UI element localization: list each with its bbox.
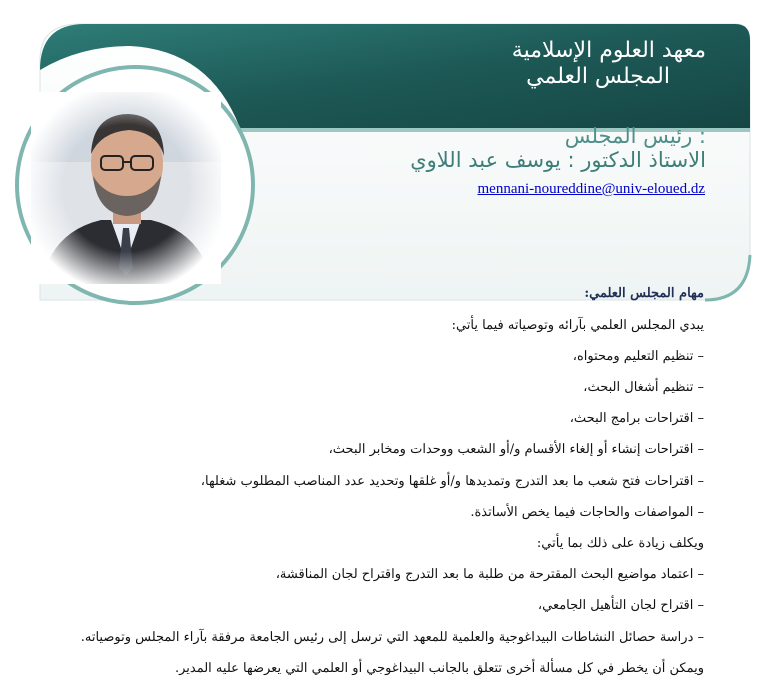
president-name: الاستاذ الدكتور : يوسف عبد اللاوي (410, 148, 706, 172)
task-line: – تنظيم أشغال البحث، (583, 380, 704, 395)
council-title: المجلس العلمي (526, 64, 670, 89)
task-line: – اقتراح لجان التأهيل الجامعي، (537, 598, 704, 613)
president-photo (31, 92, 221, 284)
task-line: – المواصفات والحاجات فيما يخص الأساتذة. (470, 505, 704, 520)
president-email-link[interactable]: mennani-noureddine@univ-eloued.dz (477, 181, 705, 197)
task-line: ويمكن أن يخطر في كل مسألة أخرى تتعلق بالجانب البيداغوجي أو العلمي التي يعرضها عليه المدير. (174, 661, 704, 676)
task-line: – دراسة حصائل النشاطات البيداغوجية والعلمية للمعهد التي ترسل إلى رئيس الجامعة مرفقة بآراء المجلس وتوصياته. (80, 630, 704, 645)
task-line: – اقتراحات فتح شعب ما بعد التدرج وتمديدها و/أو غلقها وتحديد عدد المناصب المطلوب شغلها، (200, 474, 704, 489)
task-line: – اعتماد مواضيع البحث المقترحة من طلبة ما بعد التدرج واقتراح لجان المناقشة، (275, 567, 704, 582)
section-heading: مهام المجلس العلمي: (584, 286, 704, 301)
task-line: – اقتراحات إنشاء أو إلغاء الأقسام و/أو الشعب ووحدات ومخابر البحث، (328, 442, 704, 457)
task-line: يبدي المجلس العلمي بآرائه وتوصياته فيما يأتي: (451, 318, 704, 333)
task-line: – اقتراحات برامج البحث، (569, 411, 704, 426)
task-line: ويكلف زيادة على ذلك بما يأتي: (536, 536, 704, 551)
task-line: – تنظيم التعليم ومحتواه، (572, 349, 704, 364)
president-label: رئيس المجلس : (564, 124, 706, 148)
institute-title: معهد العلوم الإسلامية (511, 38, 706, 63)
